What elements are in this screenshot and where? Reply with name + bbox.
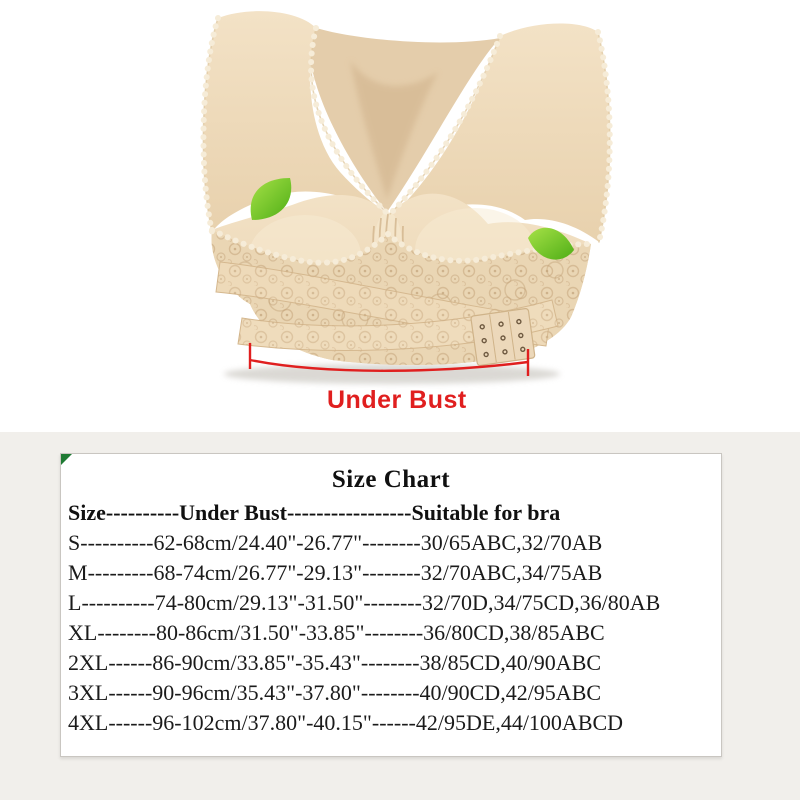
size-value: M <box>68 560 88 585</box>
hook-and-eye-closure <box>471 308 535 366</box>
header-leader: ----------------- <box>286 500 412 525</box>
suitable-value: 40/90CD,42/95ABC <box>419 680 602 705</box>
size-row: 4XL------96-102cm/37.80"-40.15"------42/95DE,44/100ABCD <box>68 710 624 735</box>
header-underbust: Under Bust <box>179 500 287 525</box>
suitable-value: 38/85CD,40/90ABC <box>419 650 602 675</box>
header-leader: ---------- <box>105 500 180 525</box>
corner-marker-icon <box>61 454 72 465</box>
suitable-value: 32/70D,34/75CD,36/80AB <box>421 590 661 615</box>
underbust-value: 86-90cm/33.85"-35.43" <box>152 650 361 675</box>
size-value: L <box>68 590 82 615</box>
size-row: L----------74-80cm/29.13"-31.50"--------32/70D,34/75CD,36/80AB <box>68 590 661 615</box>
size-value: 4XL <box>68 710 109 735</box>
size-row: 2XL------86-90cm/33.85"-35.43"--------38/85CD,40/90ABC <box>68 650 602 675</box>
suitable-value: 36/80CD,38/85ABC <box>423 620 605 645</box>
size-value: S <box>68 530 81 555</box>
size-chart-title: Size Chart <box>331 466 451 493</box>
size-value: 2XL <box>68 650 109 675</box>
ground-shadow <box>224 364 560 384</box>
underbust-label: Under Bust <box>327 386 467 414</box>
size-chart <box>60 453 722 757</box>
size-row: M---------68-74cm/26.77"-29.13"--------32/70ABC,34/75AB <box>68 560 603 585</box>
size-row: XL--------80-86cm/31.50"-33.85"--------36/80CD,38/85ABC <box>68 620 605 645</box>
underbust-value: 90-96cm/35.43"-37.80" <box>152 680 361 705</box>
underbust-value: 68-74cm/26.77"-29.13" <box>153 560 363 585</box>
size-chart-section <box>0 432 800 800</box>
suitable-value: 30/65ABC,32/70AB <box>420 530 603 555</box>
underbust-value: 74-80cm/29.13"-31.50" <box>154 590 364 615</box>
suitable-value: 32/70ABC,34/75AB <box>420 560 603 585</box>
suitable-value: 42/95DE,44/100ABCD <box>415 710 624 735</box>
size-value: XL <box>68 620 98 645</box>
header-size: Size <box>68 500 106 525</box>
size-row: 3XL------90-96cm/35.43"-37.80"--------40/90CD,42/95ABC <box>68 680 602 705</box>
bra-illustration <box>150 0 630 432</box>
underbust-value: 80-86cm/31.50"-33.85" <box>155 620 365 645</box>
size-chart-header <box>68 498 721 528</box>
size-row: S----------62-68cm/24.40"-26.77"--------30/65ABC,32/70AB <box>68 530 603 555</box>
underbust-value: 62-68cm/24.40"-26.77" <box>153 530 363 555</box>
header-suitable: Suitable for bra <box>411 500 561 525</box>
underbust-value: 96-102cm/37.80"-40.15" <box>152 710 372 735</box>
size-value: 3XL <box>68 680 109 705</box>
